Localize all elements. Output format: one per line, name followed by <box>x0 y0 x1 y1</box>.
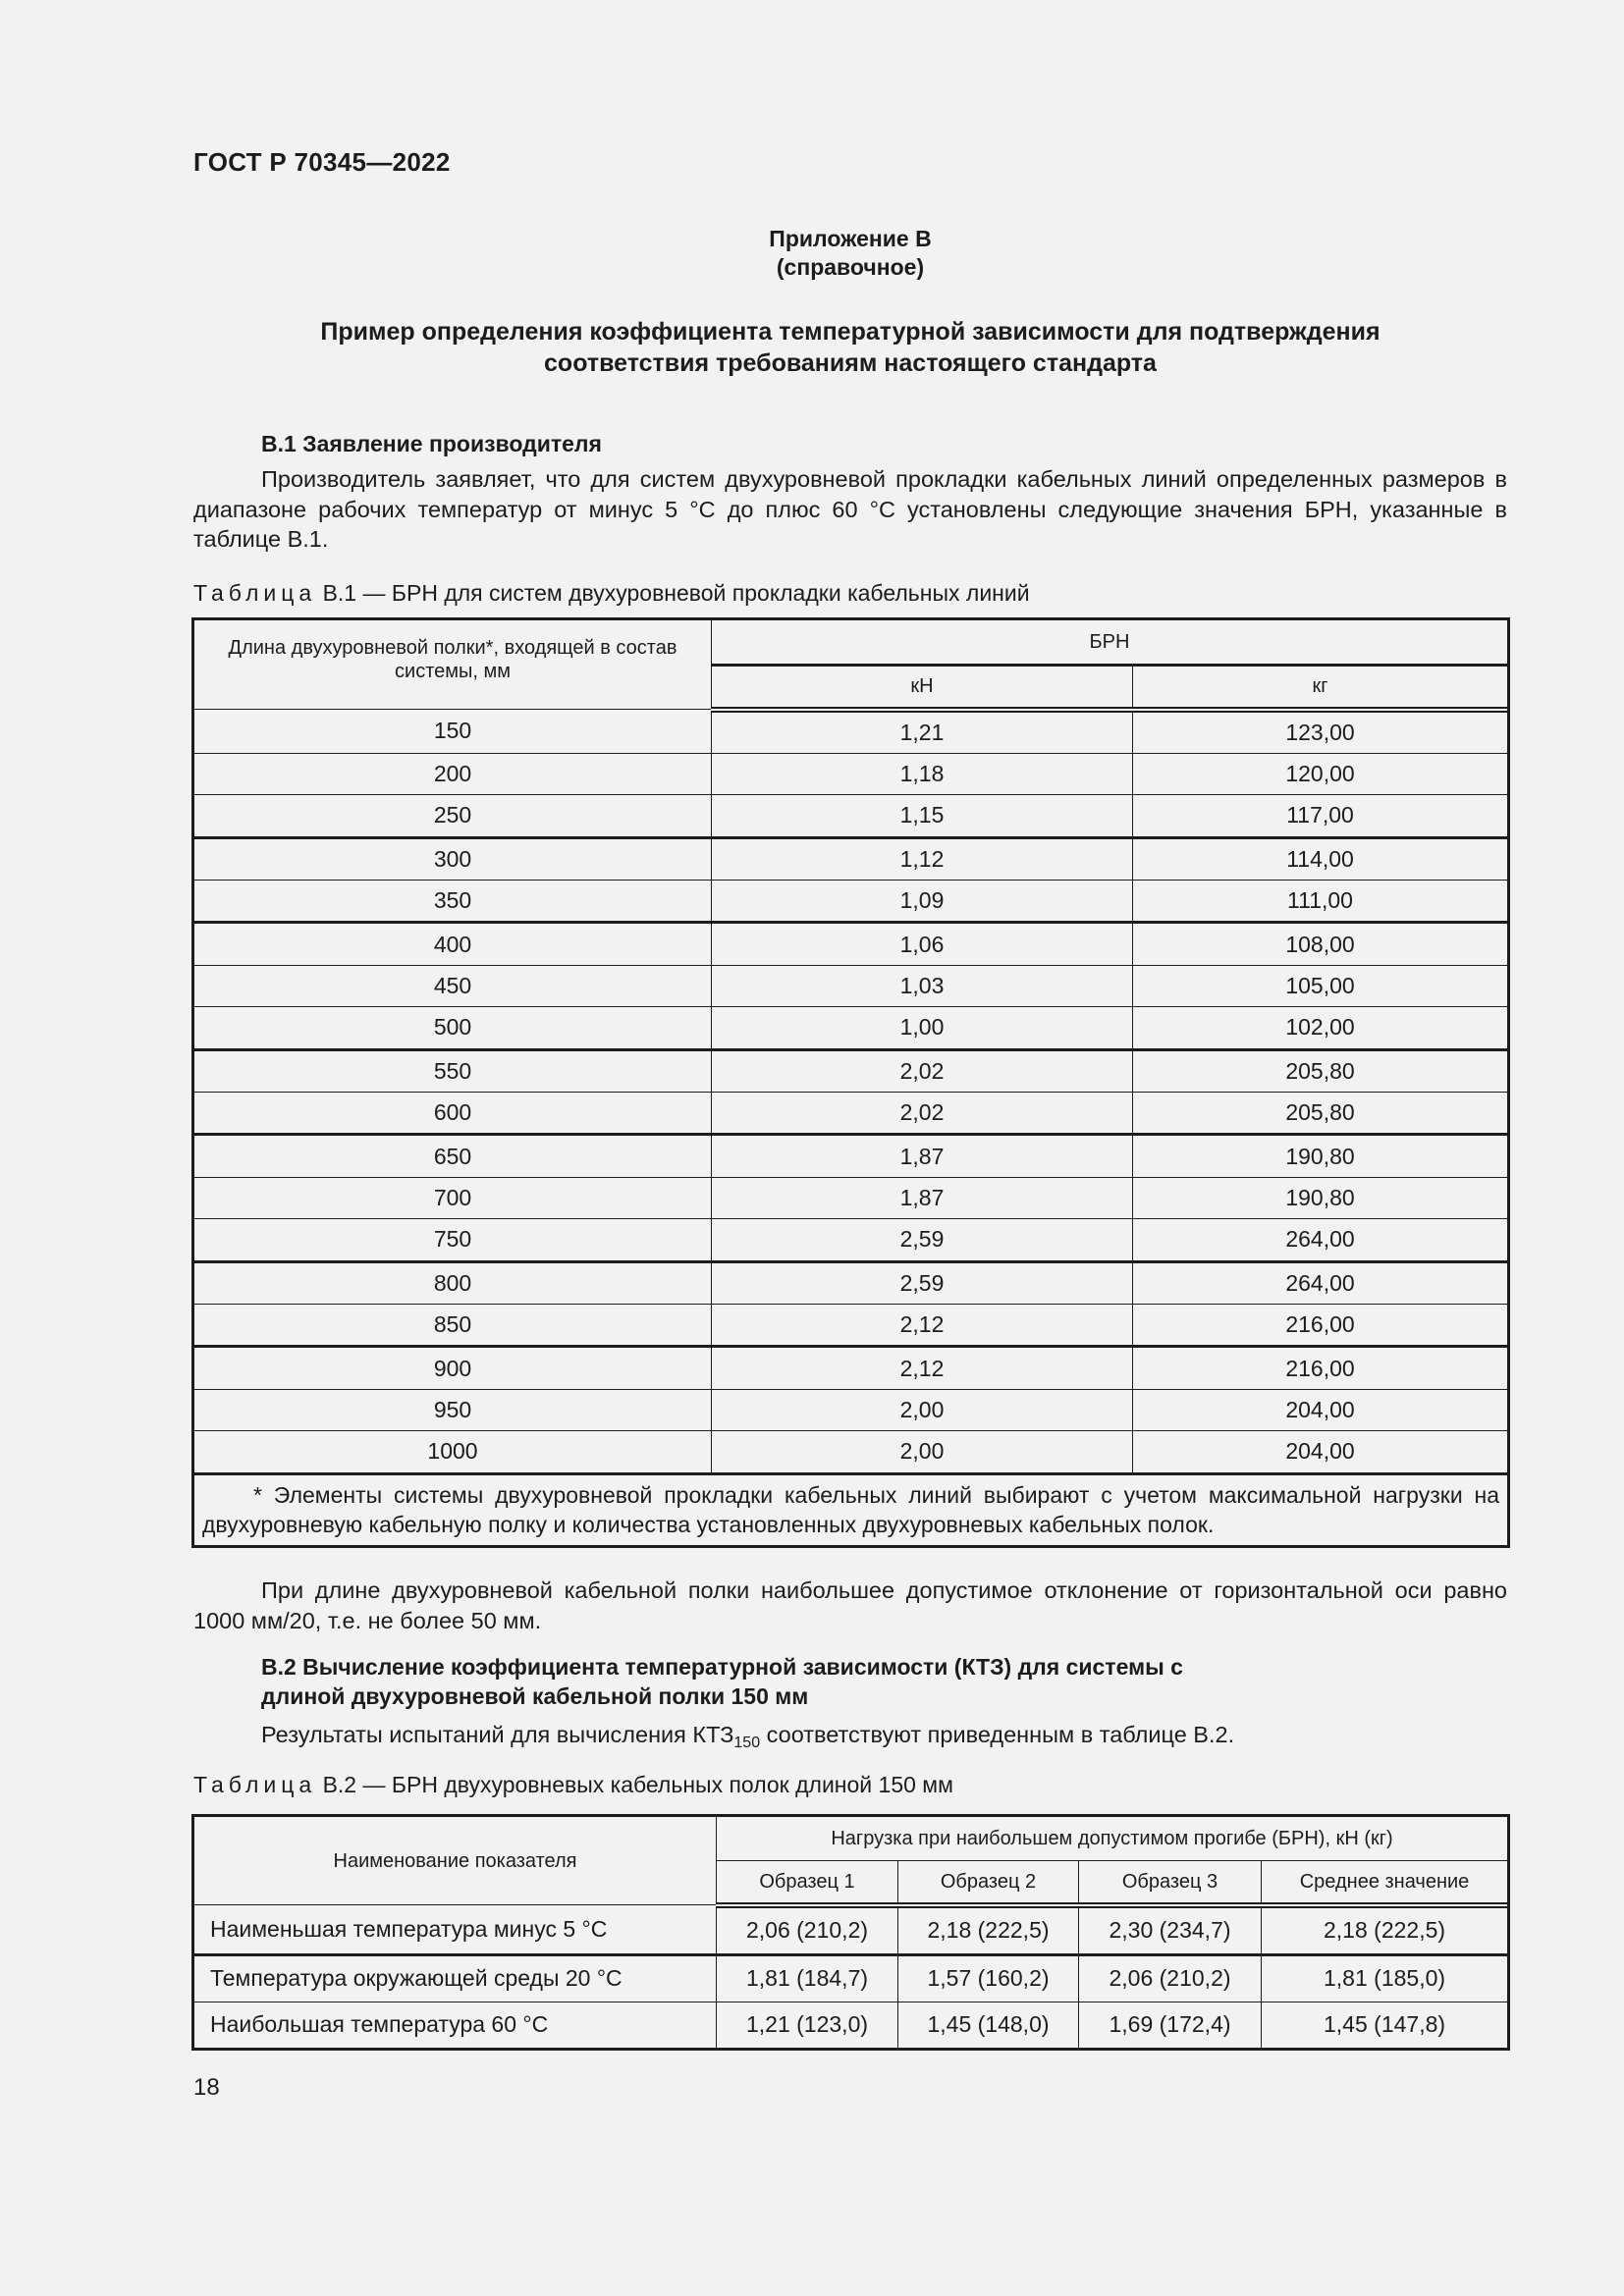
cell-kn: 2,02 <box>712 1093 1133 1135</box>
document-code: ГОСТ Р 70345—2022 <box>193 147 451 177</box>
table-row <box>194 1304 1508 1346</box>
cell-average: 1,45 (147,8) <box>1262 2002 1508 2048</box>
cell-length: 750 <box>194 1219 712 1261</box>
table-b2 <box>193 1816 1508 2049</box>
table-row <box>194 1007 1508 1049</box>
table-b1-caption <box>193 579 1507 607</box>
section-b1-heading: В.1 Заявление производителя <box>261 431 602 456</box>
cell-kg: 190,80 <box>1133 1177 1508 1218</box>
cell-length: 300 <box>194 837 712 880</box>
table-row <box>194 1347 1508 1389</box>
cell-kg: 120,00 <box>1133 753 1508 794</box>
results-text-before: Результаты испытаний для вычисления КТЗ <box>261 1722 734 1747</box>
cell-length: 200 <box>194 753 712 794</box>
table-footnote-row <box>194 1473 1508 1545</box>
annex-label <box>193 225 1507 282</box>
cell-sample2: 1,57 (160,2) <box>898 1954 1079 2002</box>
cell-kg: 264,00 <box>1133 1219 1508 1261</box>
cell-kg: 123,00 <box>1133 710 1508 754</box>
table-row <box>194 710 1508 754</box>
table-b1-col-kn-header: кН <box>712 666 1133 710</box>
table-row <box>194 753 1508 794</box>
cell-kn: 1,21 <box>712 710 1133 754</box>
table-row <box>194 1177 1508 1218</box>
cell-sample3: 2,06 (210,2) <box>1079 1954 1262 2002</box>
cell-kn: 1,15 <box>712 795 1133 837</box>
cell-kn: 2,59 <box>712 1261 1133 1304</box>
cell-kg: 216,00 <box>1133 1304 1508 1346</box>
cell-length: 500 <box>194 1007 712 1049</box>
table-row <box>194 881 1508 923</box>
results-text-after: соответствуют приведенным в таблице В.2. <box>760 1722 1235 1747</box>
cell-kg: 204,00 <box>1133 1431 1508 1473</box>
cell-kg: 114,00 <box>1133 837 1508 880</box>
table-b1-col-group-header: БРН <box>712 620 1508 666</box>
table-b2-sample2-header: Образец 2 <box>898 1861 1079 1905</box>
annex-label-line1: Приложение В <box>769 226 932 251</box>
cell-kg: 204,00 <box>1133 1389 1508 1430</box>
cell-sample3: 1,69 (172,4) <box>1079 2002 1262 2048</box>
cell-length: 900 <box>194 1347 712 1389</box>
annex-title-line2: соответствия требованиям настоящего стандарта <box>544 349 1157 377</box>
cell-sample1: 2,06 (210,2) <box>717 1905 898 1955</box>
annex-title <box>193 316 1507 379</box>
annex-label-line2: (справочное) <box>776 254 925 280</box>
table-row <box>194 837 1508 880</box>
table-row <box>194 2002 1508 2048</box>
section-b1-paragraph: Производитель заявляет, что для систем двухуровневой прокладки кабельных линий определенных размеров в диапазоне рабочих температур от минус 5 °С до плюс 60 °С установлены следующие значения БРН, указанные в таблице В.1. <box>193 466 1507 552</box>
cell-kg: 190,80 <box>1133 1135 1508 1177</box>
cell-kn: 1,09 <box>712 881 1133 923</box>
cell-kn: 1,06 <box>712 923 1133 965</box>
annex-title-line1: Пример определения коэффициента температурной зависимости для подтверждения <box>320 318 1380 346</box>
table-b2-sample1-header: Образец 1 <box>717 1861 898 1905</box>
cell-length: 450 <box>194 965 712 1006</box>
table-b2-caption-text: В.2 — БРН двухуровневых кабельных полок длиной 150 мм <box>316 1772 953 1797</box>
cell-kn: 1,12 <box>712 837 1133 880</box>
cell-length: 650 <box>194 1135 712 1177</box>
cell-kn: 2,12 <box>712 1304 1133 1346</box>
cell-kg: 108,00 <box>1133 923 1508 965</box>
cell-average: 2,18 (222,5) <box>1262 1905 1508 1955</box>
cell-length: 800 <box>194 1261 712 1304</box>
cell-kg: 264,00 <box>1133 1261 1508 1304</box>
cell-kn: 1,03 <box>712 965 1133 1006</box>
cell-length: 850 <box>194 1304 712 1346</box>
section-b2-results-text <box>261 1720 1507 1750</box>
cell-kn: 2,59 <box>712 1219 1133 1261</box>
table-row <box>194 1389 1508 1430</box>
cell-kg: 102,00 <box>1133 1007 1508 1049</box>
cell-kg: 205,80 <box>1133 1049 1508 1092</box>
table-b2-col-name-header: Наименование показателя <box>194 1817 717 1905</box>
table-row <box>194 1219 1508 1261</box>
cell-kn: 1,18 <box>712 753 1133 794</box>
cell-kn: 2,02 <box>712 1049 1133 1092</box>
cell-sample1: 1,81 (184,7) <box>717 1954 898 2002</box>
section-b2-heading: В.2 Вычисление коэффициента температурной зависимости (КТЗ) для системы с длиной двухуровневой кабельной полки 150 мм <box>261 1654 1183 1709</box>
table-row <box>194 923 1508 965</box>
table-b2-caption-prefix: Таблица <box>193 1772 317 1797</box>
cell-length: 1000 <box>194 1431 712 1473</box>
cell-sample2: 2,18 (222,5) <box>898 1905 1079 1955</box>
cell-kg: 105,00 <box>1133 965 1508 1006</box>
table-row <box>194 1093 1508 1135</box>
deviation-paragraph: При длине двухуровневой кабельной полки наибольшее допустимое отклонение от горизонтальной оси равно 1000 мм/20, т.е. не более 50 мм. <box>193 1577 1507 1633</box>
cell-length: 150 <box>194 710 712 754</box>
cell-length: 700 <box>194 1177 712 1218</box>
table-b2-col-group-header: Нагрузка при наибольшем допустимом прогибе (БРН), кН (кг) <box>717 1817 1508 1861</box>
table-row <box>194 1261 1508 1304</box>
results-subscript: 150 <box>733 1735 761 1751</box>
table-row <box>194 1049 1508 1092</box>
cell-sample1: 1,21 (123,0) <box>717 2002 898 2048</box>
table-b2-average-header: Среднее значение <box>1262 1861 1508 1905</box>
cell-sample3: 2,30 (234,7) <box>1079 1905 1262 1955</box>
cell-kn: 2,00 <box>712 1389 1133 1430</box>
table-row <box>194 795 1508 837</box>
cell-kn: 2,00 <box>712 1431 1133 1473</box>
table-b1 <box>193 619 1508 1546</box>
table-b1-col-length-header: Длина двухуровневой полки*, входящей в состав системы, мм <box>194 620 712 710</box>
row-name: Наименьшая температура минус 5 °С <box>194 1905 717 1955</box>
cell-kn: 2,12 <box>712 1347 1133 1389</box>
cell-kg: 111,00 <box>1133 881 1508 923</box>
cell-kn: 1,00 <box>712 1007 1133 1049</box>
table-b2-sample3-header: Образец 3 <box>1079 1861 1262 1905</box>
table-row <box>194 1431 1508 1473</box>
cell-length: 550 <box>194 1049 712 1092</box>
table-b1-footnote: * Элементы системы двухуровневой прокладки кабельных линий выбирают с учетом максимальной нагрузки на двухуровневую кабельную полку и количества установленных двухуровневых кабельных полок. <box>194 1473 1508 1545</box>
cell-kg: 216,00 <box>1133 1347 1508 1389</box>
cell-sample2: 1,45 (148,0) <box>898 2002 1079 2048</box>
table-b2-caption <box>193 1771 1507 1798</box>
cell-kn: 1,87 <box>712 1135 1133 1177</box>
cell-length: 600 <box>194 1093 712 1135</box>
table-b1-col-kg-header: кг <box>1133 666 1508 710</box>
table-row <box>194 1905 1508 1955</box>
row-name: Наибольшая температура 60 °С <box>194 2002 717 2048</box>
cell-length: 400 <box>194 923 712 965</box>
table-row <box>194 965 1508 1006</box>
cell-average: 1,81 (185,0) <box>1262 1954 1508 2002</box>
row-name: Температура окружающей среды 20 °С <box>194 1954 717 2002</box>
table-row <box>194 1954 1508 2002</box>
page-number: 18 <box>193 2074 220 2101</box>
cell-length: 350 <box>194 881 712 923</box>
table-b1-caption-prefix: Таблица <box>193 580 317 606</box>
cell-kg: 205,80 <box>1133 1093 1508 1135</box>
cell-kg: 117,00 <box>1133 795 1508 837</box>
table-b1-caption-text: В.1 — БРН для систем двухуровневой прокладки кабельных линий <box>316 580 1030 606</box>
cell-kn: 1,87 <box>712 1177 1133 1218</box>
table-row <box>194 1135 1508 1177</box>
cell-length: 950 <box>194 1389 712 1430</box>
cell-length: 250 <box>194 795 712 837</box>
